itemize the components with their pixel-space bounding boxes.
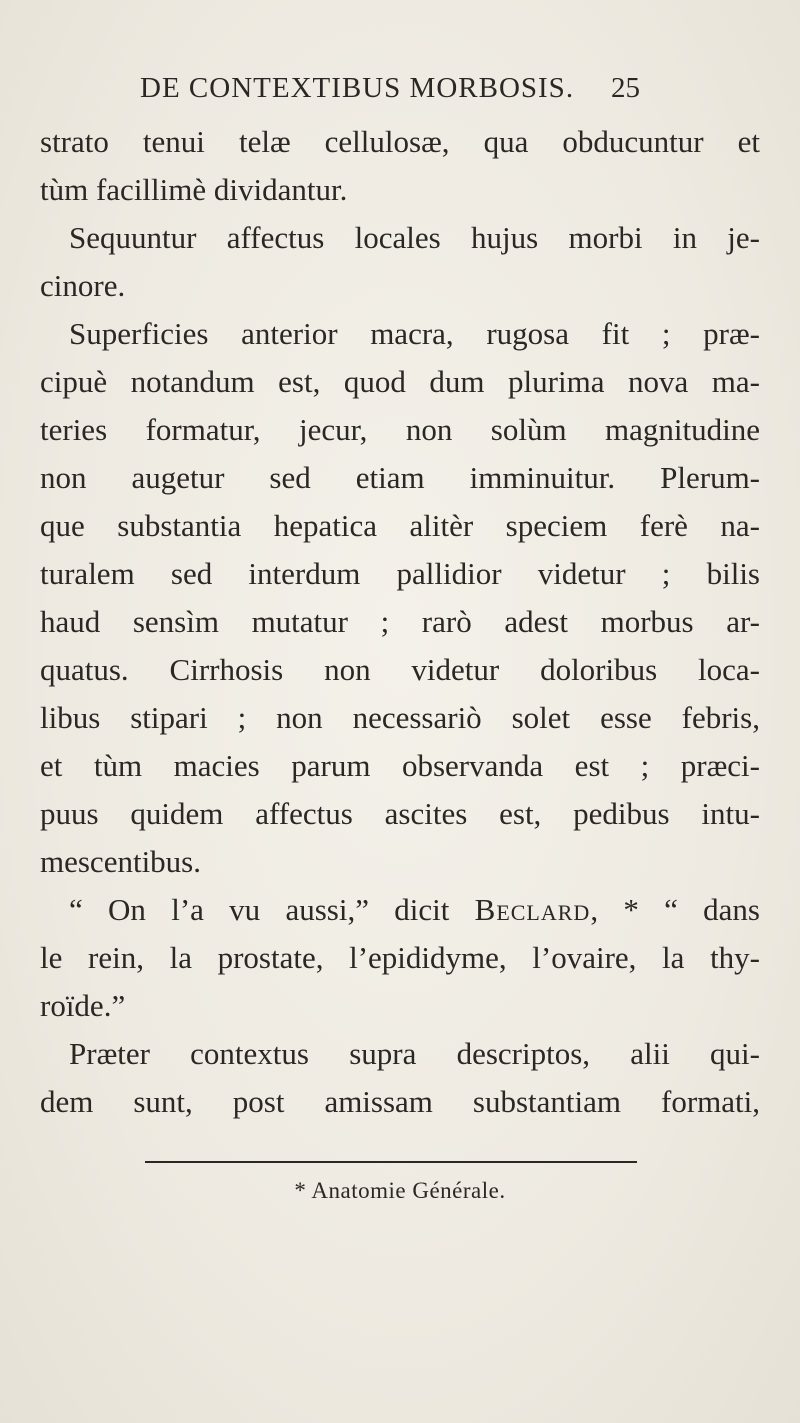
text-line: turalem sed interdum pallidior videtur ; bilis: [40, 556, 760, 591]
text-line: quatus. Cirrhosis non videtur doloribus loca-: [40, 652, 760, 687]
text-line: cinore.: [40, 268, 126, 303]
text-line: le rein, la prostate, l’epididyme, l’ovaire, la thy-: [40, 940, 760, 975]
author-name: Beclard: [474, 892, 591, 927]
text-line: roïde.”: [40, 988, 126, 1023]
text-line: dem sunt, post amissam substantiam formati,: [40, 1084, 760, 1119]
text-line: Superficies anterior macra, rugosa fit ; præ-: [69, 316, 760, 351]
quote-continue: , * “ dans: [590, 892, 760, 927]
text-line: teries formatur, jecur, non solùm magnitudine: [40, 412, 760, 447]
text-line: Præter contextus supra descriptos, alii qui-: [69, 1036, 760, 1071]
quote-start: “ On l’a vu aussi,” dicit: [69, 892, 450, 927]
text-line: haud sensìm mutatur ; rarò adest morbus ar-: [40, 604, 760, 639]
footnote: * Anatomie Générale.: [294, 1178, 506, 1203]
text-line: non augetur sed etiam imminuitur. Plerum-: [40, 460, 760, 495]
text-line: tùm facillimè dividantur.: [40, 172, 348, 207]
running-title: DE CONTEXTIBUS MORBOSIS.: [140, 72, 575, 104]
text-line: Sequuntur affectus locales hujus morbi in je-: [69, 220, 760, 255]
text-line: puus quidem affectus ascites est, pedibus intu-: [40, 796, 760, 831]
text-line: que substantia hepatica alitèr speciem ferè na-: [40, 508, 760, 543]
text-line: et tùm macies parum observanda est ; præci-: [40, 748, 760, 783]
footnote-divider: [145, 1161, 637, 1163]
body-text: [40, 118, 760, 1126]
text-line: cipuè notandum est, quod dum plurima nova ma-: [40, 364, 760, 399]
text-line: mescentibus.: [40, 844, 201, 879]
text-line: strato tenui telæ cellulosæ, qua obducuntur et: [40, 124, 760, 159]
page-number: 25: [611, 72, 640, 104]
text-line: libus stipari ; non necessariò solet esse febris,: [40, 700, 760, 735]
running-head: [0, 72, 800, 112]
text-line: [40, 886, 760, 934]
